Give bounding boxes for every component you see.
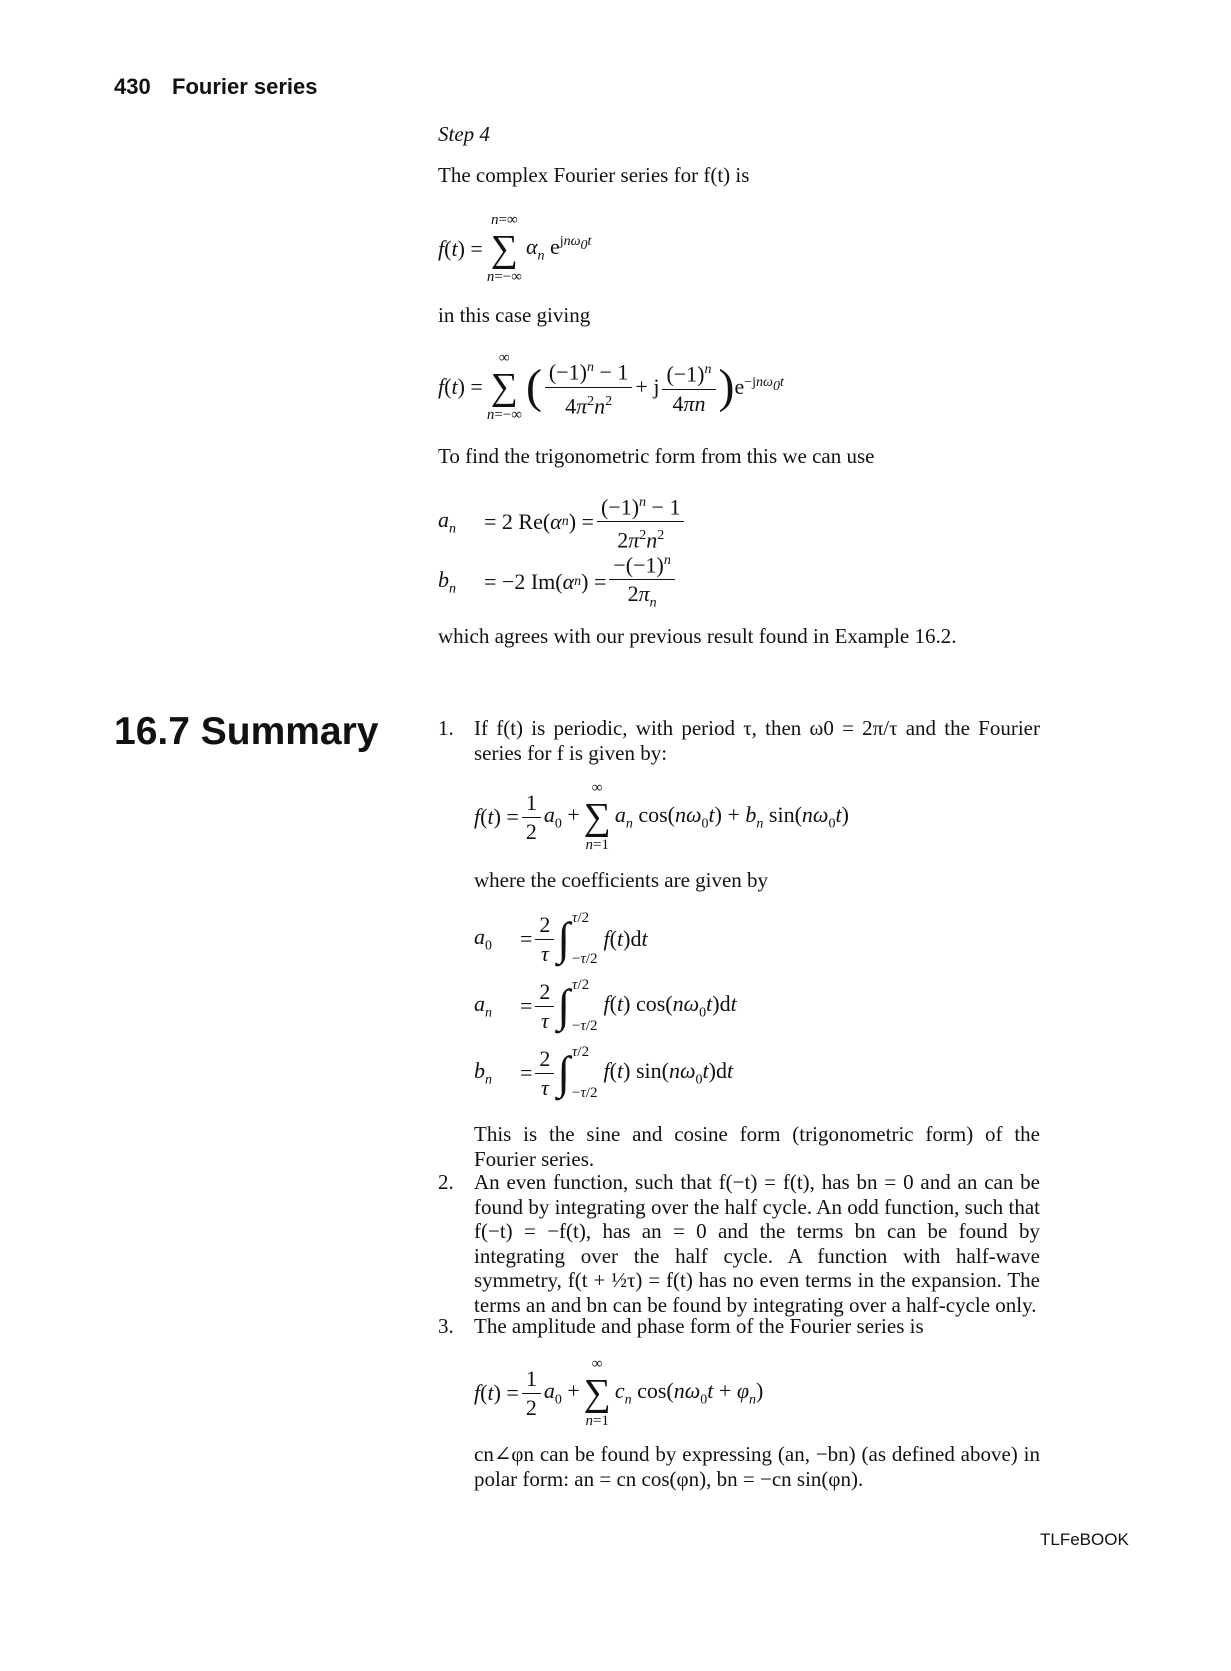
item-number: 2. — [438, 1170, 454, 1194]
item-number: 1. — [438, 716, 454, 740]
equation-bn: $b_n$ = $\frac{2}{\tau}$ ∫ τ/2 −τ/2 f(t) $\sin(n\omega_0t)dt$ — [474, 1044, 734, 1101]
item-number: 3. — [438, 1314, 454, 1338]
paragraph-in-this-case: in this case giving — [438, 303, 591, 327]
equation-an: $a_n$ = $\frac{2}{\tau}$ ∫ τ/2 −τ/2 f(t) $\cos(n\omega_0t)dt$ — [474, 977, 737, 1034]
equation-bn-from-alpha: $b_n$ = −2 Im( α n ) = $\frac{-(-1)^n}{2\pi_n}$ — [438, 548, 678, 617]
equation-a0: $a_0$ = $\frac{2}{\tau}$ ∫ τ/2 −τ/2 f(t)dt — [474, 910, 648, 967]
running-title: Fourier series — [172, 74, 318, 99]
paragraph-where-coeffs: where the coefficients are given by — [474, 868, 769, 892]
section-title: 16.7 Summary — [114, 710, 379, 753]
step-heading: Step 4 — [438, 122, 490, 146]
page-number: 430 — [114, 74, 151, 99]
equation-fourier-series: f(t) = $\frac{1}{2}$ $a_0$ + ∞ ∑ n=1 $a_n$ $\cos(n\omega_0t) + b_n$ $\sin(n\omega_0t)$ — [474, 780, 849, 853]
paragraph-sine-cosine: This is the sine and cosine form (trigonometric form) of the Fourier series. — [474, 1122, 1040, 1171]
equation-an-from-alpha: $a_n$ = 2 Re( α n ) = $\frac{(-1)^n - 1}{2\pi^2n^2}$ — [438, 490, 687, 554]
equation-case-series: f(t) = ∞ ∑ n=−∞ ( $\frac{(-1)^n - 1}{4\pi^2n^2}$ + j $\frac{(-1)^n}{4\pi n}$ ) $e^{-jn\omega_0t}$ — [438, 350, 784, 423]
footer-watermark: TLFeBOOK — [1040, 1530, 1129, 1549]
paragraph-polar: cn∠φn can be found by expressing (an, −bn) (as defined above) in polar form: an = cn cos(φn), bn = −cn sin(φn). — [474, 1442, 1040, 1491]
equation-complex-series: f(t) = n=∞ ∑ n=−∞ $\alpha_n$ $e^{jn\omega_0t}$ — [438, 212, 592, 285]
item-text: The amplitude and phase form of the Fourier series is — [474, 1314, 924, 1338]
paragraph-intro: The complex Fourier series for f(t) is — [438, 163, 750, 187]
item-text: If f(t) is periodic, with period τ, then ω0 = 2π/τ and the Fourier series for f is given by: — [474, 716, 1040, 765]
item-text: An even function, such that f(−t) = f(t), has bn = 0 and an can be found by integrating over the half cycle. An odd function, such that f(−t) = −f(t), has an = 0 and the terms bn can be found by integrating over the half cycle. A function with half-wave symmetry, f(t + ½τ) = f(t) has no even terms in the expansion. The terms an and bn can be found by integrating over a half-cycle only. — [474, 1170, 1040, 1317]
paragraph-to-find: To find the trigonometric form from this we can use — [438, 444, 875, 468]
equation-amplitude-phase: f(t) = $\frac{1}{2}$ $a_0$ + ∞ ∑ n=1 $c_n$ $\cos(n\omega_0t + \varphi_n)$ — [474, 1356, 764, 1429]
paragraph-agrees: which agrees with our previous result found in Example 16.2. — [438, 624, 957, 648]
